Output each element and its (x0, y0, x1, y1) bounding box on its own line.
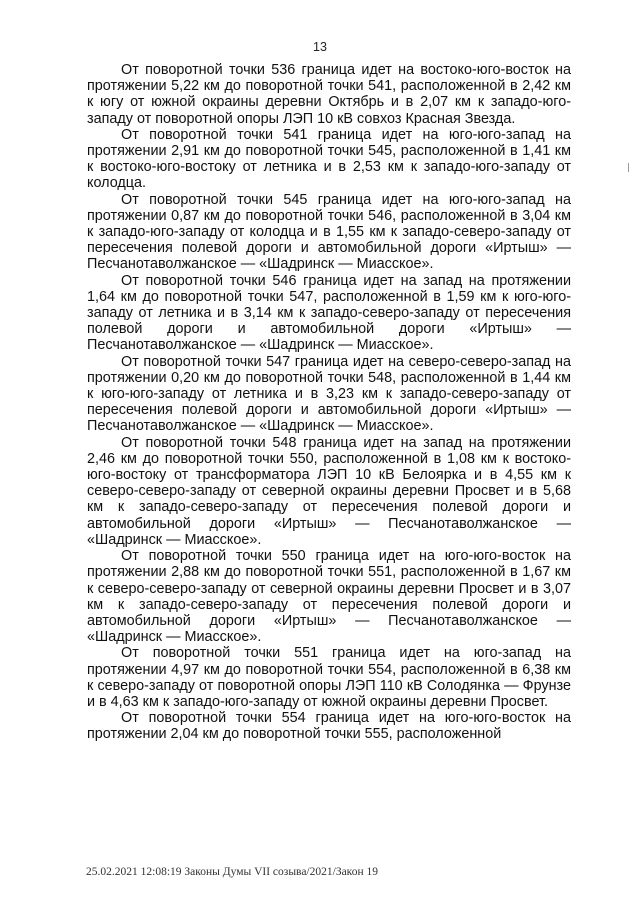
paragraph: От поворотной точки 546 граница идет на запад на протяжении 1,64 км до поворотной точки 547, расположенной в 1,59 км к юго-юго-западу от летника и в 3,14 км к западо-северо-западу от пересечения полевой дороги и автомобильной дороги «Иртыш» — Песчанотаволжанское — «Шадринск — Миасское». (87, 272, 571, 354)
paragraph: От поворотной точки 551 граница идет на юго-запад на протяжении 4,97 км до поворотной точки 554, расположенной в 6,38 км к северо-западу от поворотной опоры ЛЭП 110 кВ Солодянка — Фрунзе и в 4,63 км к западо-юго-западу от южной окраины деревни Просвет. (87, 645, 571, 710)
paragraph: От поворотной точки 554 граница идет на юго-юго-восток на протяжении 2,04 км до поворотной точки 555, расположенной (87, 710, 571, 743)
paragraph: От поворотной точки 550 граница идет на юго-юго-восток на протяжении 2,88 км до поворотной точки 551, расположенной в 1,67 км к северо-северо-западу от северной окраины деревни Просвет и в 3,07 км к западо-северо-западу от пересечения полевой дороги и автомобильной дороги «Иртыш» — Песчанотаволжанское — «Шадринск — Миасское». (87, 548, 571, 646)
paragraph: От поворотной точки 547 граница идет на северо-северо-запад на протяжении 0,20 км до поворотной точки 548, расположенной в 1,44 км к юго-юго-западу от летника и в 3,23 км к западо-северо-западу от пересечения полевой дороги и автомобильной дороги «Иртыш» — Песчанотаволжанское — «Шадринск — Миасское». (87, 353, 571, 435)
paragraph: От поворотной точки 545 граница идет на юго-юго-запад на протяжении 0,87 км до поворотной точки 546, расположенной в 3,04 км к западо-юго-западу от колодца и в 1,55 км к западо-северо-западу от пересечения полевой дороги и автомобильной дороги «Иртыш» — Песчанотаволжанское — «Шадринск — Миасское». (87, 191, 571, 273)
page-number: 13 (313, 40, 327, 54)
paragraph: От поворотной точки 548 граница идет на запад на протяжении 2,46 км до поворотной точки 550, расположенной в 1,08 км к востоко-юго-востоку от трансформатора ЛЭП 10 кВ Белоярка и в 4,55 км к северо-северо-западу от северной окраины деревни Просвет и в 5,68 км к западо-северо-западу от пересечения полевой дороги и автомобильной дороги «Иртыш» — Песчанотаволжанское — «Шадринск — Миасское». (87, 434, 571, 548)
scan-edge-mark (628, 163, 629, 172)
footer-stamp: 25.02.2021 12:08:19 Законы Думы VII созыва/2021/Закон 19 (86, 866, 378, 878)
body-text (87, 62, 571, 743)
paragraph: От поворотной точки 541 граница идет на юго-юго-запад на протяжении 2,91 км до поворотной точки 545, расположенной в 1,41 км к востоко-юго-востоку от летника и в 2,53 км к западо-юго-западу от колодца. (87, 126, 571, 192)
paragraph: От поворотной точки 536 граница идет на востоко-юго-восток на протяжении 5,22 км до поворотной точки 541, расположенной в 2,42 км к югу от южной окраины деревни Октябрь и в 2,07 км к западо-юго-западу от поворотной опоры ЛЭП 10 кВ совхоз Красная Звезда. (87, 62, 571, 127)
